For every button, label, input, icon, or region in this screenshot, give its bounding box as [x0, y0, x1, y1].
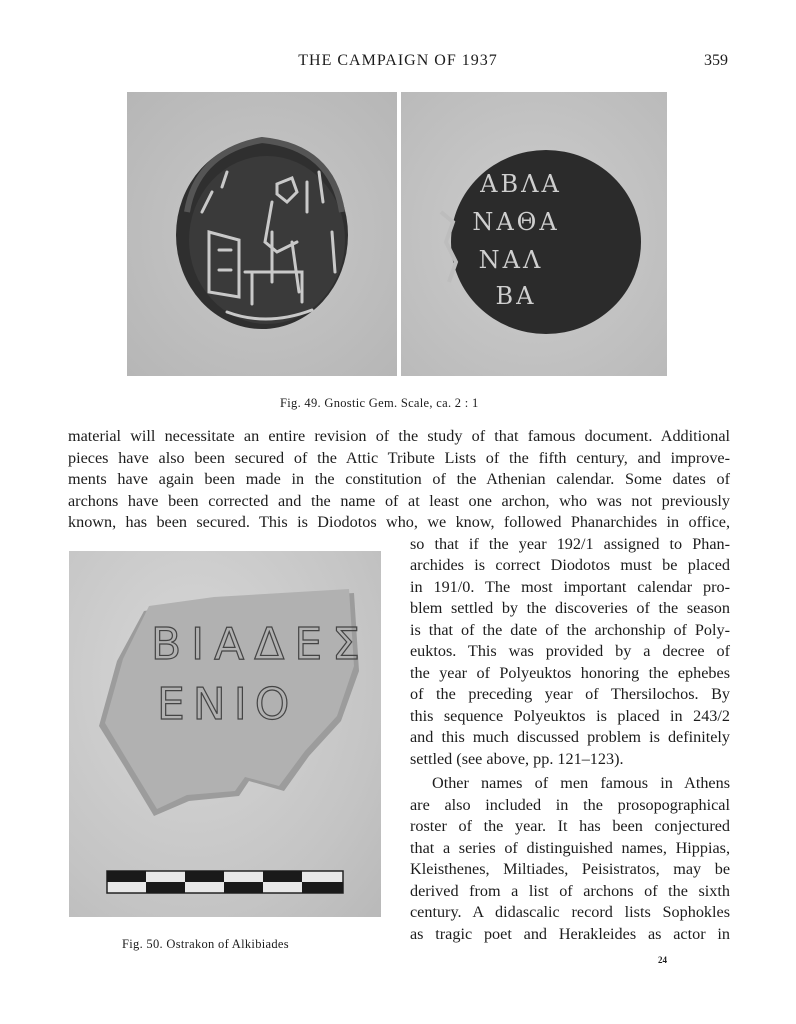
body-line: archons have been corrected and the name of at least one archon, who was not previously — [68, 491, 730, 510]
ostrakon-inscription-line-2: ΕΝΙΟ — [157, 679, 298, 730]
page-number: 359 — [704, 52, 728, 69]
body-line: material will necessitate an entire revision of the study of that famous document. Additional — [68, 427, 730, 445]
ostrakon-image — [69, 551, 381, 917]
ostrakon-inscription-line-1: ΒΙΑΔΕΣ — [151, 619, 370, 670]
body-line: are also included in the prosopographical — [410, 795, 730, 814]
ostrakon-photo — [69, 551, 381, 917]
body-line: ments have again been made in the constitution of the Athenian calendar. Some dates of — [68, 470, 730, 488]
figure-50-caption: Fig. 50. Ostrakon of Alkibiades — [122, 937, 289, 951]
body-line: Other names of men famous in Athens — [432, 774, 730, 792]
gem-inscription-line-4: ΒΑ — [495, 282, 537, 310]
body-line: of the preceding year of Thersilochos. By — [410, 685, 730, 703]
body-line: as tragic poet and Herakleides as actor in — [410, 924, 730, 943]
body-line: this sequence Polyeuktos is placed in 243/2 — [410, 706, 730, 725]
body-line: and this much discussed problem is definitely — [410, 728, 730, 746]
body-line: pieces have also been secured of the Attic Tribute Lists of the fifth century, and improve- — [68, 448, 730, 467]
body-line: the year of Polyeuktos honoring the ephebes — [410, 663, 730, 682]
gem-reverse-photo — [401, 92, 667, 376]
gem-inscription-line-2: ΝΑΘΑ — [472, 208, 560, 236]
signature-mark: 24 — [658, 955, 667, 965]
body-line: that a series of distinguished names, Hippias, — [410, 838, 730, 857]
body-line: century. A didascalic record lists Sophokles — [410, 903, 730, 921]
body-line: known, has been secured. This is Diodotos who, we know, followed Phanarchides in office, — [68, 513, 730, 531]
body-line: Kleisthenes, Miltiades, Peisistratos, may be — [410, 860, 730, 878]
body-line: is that of the date of the archonship of Poly- — [410, 620, 730, 639]
body-line: archides is correct Diodotos must be placed — [410, 556, 730, 574]
gem-obverse-photo — [127, 92, 397, 376]
running-title: THE CAMPAIGN OF 1937 — [298, 52, 498, 69]
body-line: roster of the year. It has been conjectured — [410, 817, 730, 835]
body-line: euktos. This was provided by a decree of — [410, 642, 730, 660]
body-line: so that if the year 192/1 assigned to Phan- — [410, 534, 730, 553]
body-line: settled (see above, pp. 121–123). — [410, 749, 624, 768]
gem-reverse-image — [401, 92, 667, 376]
scale-bar — [107, 871, 343, 893]
body-line: derived from a list of archons of the sixth — [410, 881, 730, 900]
gem-obverse-image — [127, 92, 397, 376]
body-line: in 191/0. The most important calendar pro- — [410, 577, 730, 596]
figure-49-caption: Fig. 49. Gnostic Gem. Scale, ca. 2 : 1 — [280, 396, 479, 410]
gem-inscription-line-1: ΑΒΛΑ — [480, 170, 562, 198]
gem-inscription-line-3: ΝΑΛ — [478, 246, 544, 274]
body-line: blem settled by the discoveries of the season — [410, 599, 730, 617]
